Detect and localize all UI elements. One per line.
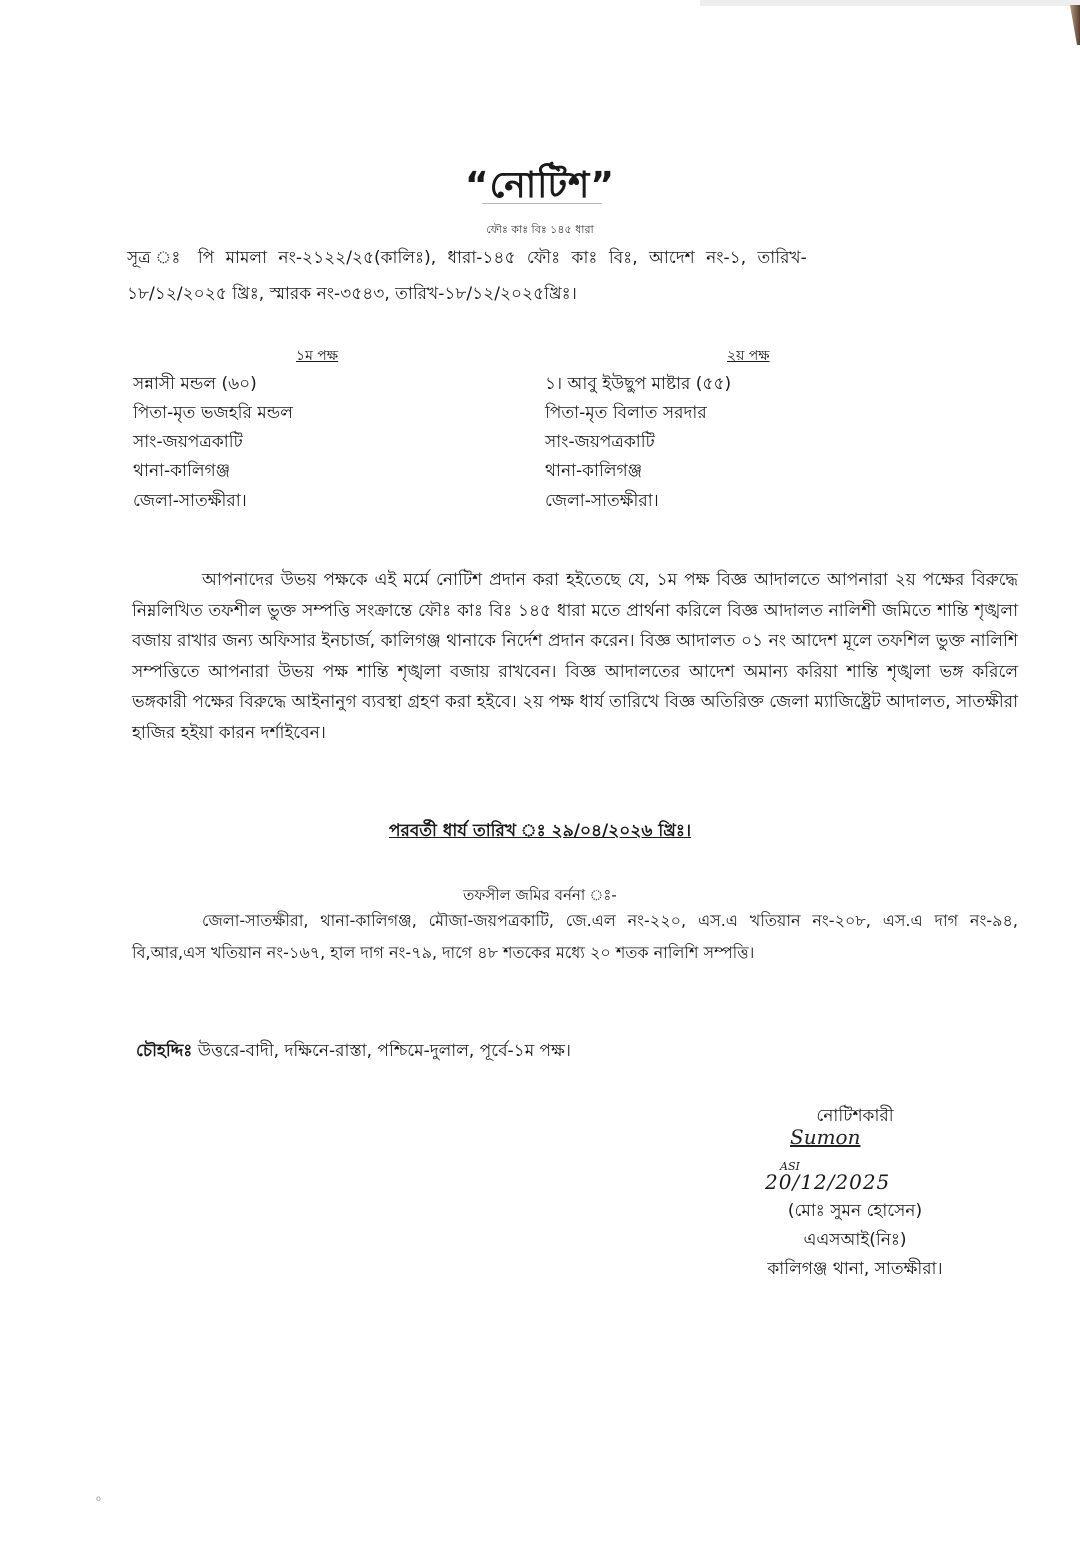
boundaries-label: চৌহদ্দিঃ bbox=[136, 1041, 193, 1061]
boundaries-text: উত্তরে-বাদী, দক্ষিনে-রাস্তা, পশ্চিমে-দুলাল, পূর্বে-১ম পক্ষ। bbox=[192, 1041, 571, 1061]
title-underline bbox=[482, 203, 602, 204]
scan-edge bbox=[700, 0, 1080, 6]
second-party-line: থানা-কালিগঞ্জ bbox=[545, 461, 643, 481]
signature-scribble: Sumon bbox=[790, 1125, 861, 1149]
page-corner-shadow bbox=[1070, 5, 1080, 45]
signatory-name: (মোঃ সুমন হোসেন) bbox=[787, 1201, 923, 1221]
notice-body-text: আপনাদের উভয় পক্ষকে এই মর্মে নোটিশ প্রদান করা হইতেছে যে, ১ম পক্ষ বিজ্ঞ আদালতে আপনারা ২য় পক্ষের বিরুদ্ধে নিম্নলিখিত তফশীল ভুক্ত সম্পত্তি সংক্রান্তে ফৌঃ কাঃ বিঃ ১৪৫ ধারা মতে প্রার্থনা করিলে বিজ্ঞ আদালত নালিশী জমিতে শান্তি শৃঙ্খলা বজায় রাখার জন্য অফিসার ইনচার্জ, কালিগঞ্জ থানাকে নির্দেশ প্রদান করেন। বিজ্ঞ আদালত ০১ নং আদেশ মূলে তফশিল ভুক্ত নালিশি সম্পত্তিতে আপনারা উভয় পক্ষ শান্তি শৃঙ্খলা বজায় রাখবেন। বিজ্ঞ আদালতের আদেশ অমান্য করিয়া শান্তি শৃঙ্খলা ভঙ্গ করিলে ভঙ্গকারী পক্ষের বিরুদ্ধে আইনানুগ ব্যবস্থা গ্রহণ করা হইবে। ২য় পক্ষ ধার্য তারিখে বিজ্ঞ অতিরিক্ত জেলা ম্যাজিষ্ট্রেট আদালত, সাতক্ষীরা হাজির হইয়া কারন দর্শাইবেন। bbox=[132, 570, 1018, 743]
notice-title: “নোটিশ” bbox=[464, 165, 616, 206]
schedule-description bbox=[132, 905, 1018, 969]
signatory-role: নোটিশকারী bbox=[816, 1106, 894, 1126]
signatory-office: কালিগঞ্জ থানা, সাতক্ষীরা। bbox=[767, 1259, 943, 1279]
handwritten-date: 20/12/2025 bbox=[765, 1170, 891, 1194]
scan-speck: o bbox=[96, 1494, 101, 1503]
second-party-line: ১। আবু ইউছুপ মাষ্টার (৫৫) bbox=[545, 374, 732, 394]
second-party-line: সাং-জয়পত্রকাটি bbox=[545, 432, 655, 452]
first-party-line: থানা-কালিগঞ্জ bbox=[133, 461, 231, 481]
first-party-line: সাং-জয়পত্রকাটি bbox=[133, 432, 243, 452]
reference-line-1: সূত্র ঃ পি মামলা নং-২১২২/২৫(কালিঃ), ধারা-১৪৫ ফৌঃ কাঃ বিঃ, আদেশ নং-১, তারিখ- bbox=[127, 248, 807, 268]
second-party-heading: ২য় পক্ষ bbox=[727, 348, 770, 364]
reference-line-2: ১৮/১২/২০২৫ খ্রিঃ, স্মারক নং-৩৫৪৩, তারিখ-১৮/১২/২০২৫খ্রিঃ। bbox=[127, 284, 577, 304]
schedule-text: জেলা-সাতক্ষীরা, থানা-কালিগঞ্জ, মৌজা-জয়পত্রকাটি, জে.এল নং-২২০, এস.এ খতিয়ান নং-২০৮, এস.এ দাগ নং-৯৪, বি,আর,এস খতিয়ান নং-১৬৭, হাল দাগ নং-৭৯, দাগে ৪৮ শতকের মধ্যে ২০ শতক নালিশি সম্পত্তি। bbox=[132, 911, 1018, 962]
notice-subtitle: ফৌঃ কাঃ বিঃ ১৪৫ ধারা bbox=[486, 223, 594, 236]
notice-body bbox=[132, 565, 1018, 748]
next-hearing-date bbox=[0, 818, 1080, 846]
next-hearing-text: পরবর্তী ধার্য তারিখ ঃ ২৯/০৪/২০২৬ খ্রিঃ। bbox=[388, 821, 692, 841]
signatory-designation: এএসআই(নিঃ) bbox=[803, 1230, 907, 1250]
handwritten-note: ASI bbox=[780, 1160, 800, 1173]
first-party-line: সন্নাসী মন্ডল (৬০) bbox=[133, 374, 257, 394]
schedule-heading: তফসীল জমির বর্ননা ঃ- bbox=[463, 886, 617, 904]
first-party-heading: ১ম পক্ষ bbox=[296, 348, 339, 364]
second-party-line: পিতা-মৃত বিলাত সরদার bbox=[545, 403, 707, 423]
boundaries bbox=[136, 1038, 571, 1066]
first-party-line: জেলা-সাতক্ষীরা। bbox=[133, 491, 247, 511]
second-party-line: জেলা-সাতক্ষীরা। bbox=[545, 491, 659, 511]
first-party-line: পিতা-মৃত ভজহরি মন্ডল bbox=[133, 403, 293, 423]
